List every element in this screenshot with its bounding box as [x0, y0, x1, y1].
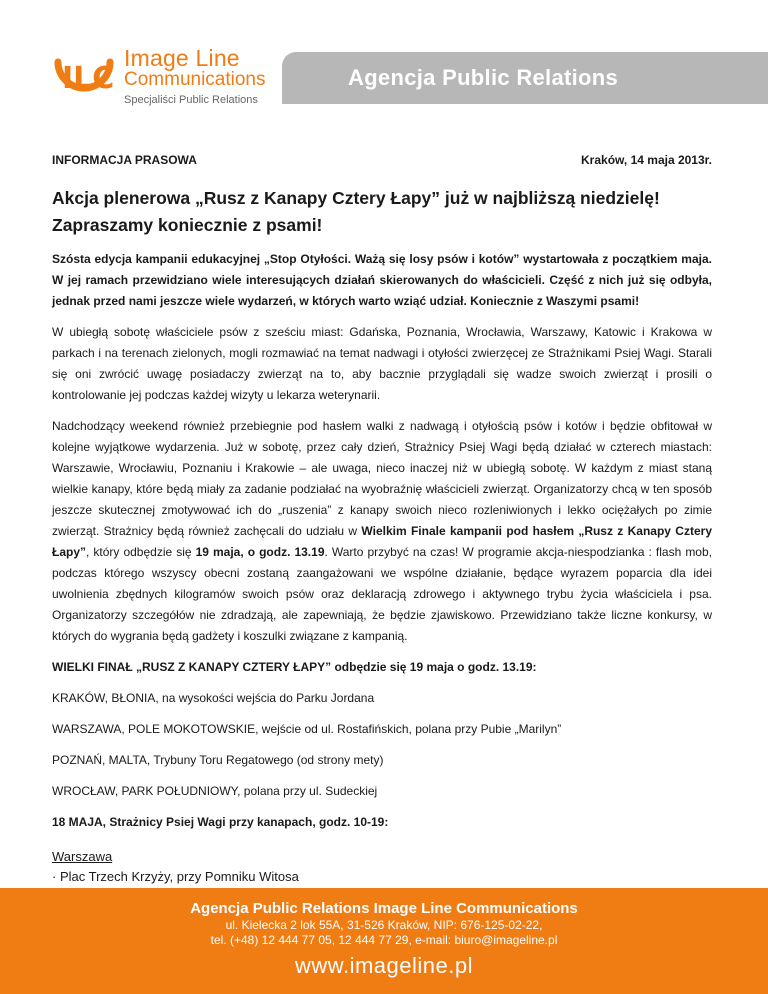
paragraph-1: W ubiegłą sobotę właściciele psów z sześciu miast: Gdańska, Poznania, Wrocławia, Warszawy, Katowic i Krakowa w parkach i na terenach zielonych, mogli rozmawiać na temat nadwagi i otyłości zwierzęcej ze Strażnikami Psiej Wagi. Starali się oni zwrócić uwagę posiadaczy zwierząt na to, aby bacznie przyglądali się wadze swoich zwierząt i prosili o kontrolowanie jej podczas każdej wizyty u lekarza weterynarii.: [52, 325, 712, 402]
svg-text:ILC: ILC: [62, 61, 115, 96]
footer-website-link[interactable]: www.imageline.pl: [295, 953, 473, 978]
footer-contact: tel. (+48) 12 444 77 05, 12 444 77 29, e-mail: biuro@imageline.pl: [210, 933, 558, 947]
press-release-body: [52, 150, 712, 887]
may-18-heading: 18 MAJA, Strażnicy Psiej Wagi przy kanapach, godz. 10-19:: [52, 815, 389, 829]
brand-tagline: Specjaliści Public Relations: [124, 94, 258, 106]
location-krakow: KRAKÓW, BŁONIA, na wysokości wejścia do Parku Jordana: [52, 691, 375, 705]
location-warszawa: WARSZAWA, POLE MOKOTOWSKIE, wejście od ul. Rostafińskich, polana przy Pubie „Marilyn”: [52, 722, 562, 736]
location-poznan: POZNAŃ, MALTA, Trybuny Toru Regatowego (od strony mety): [52, 753, 384, 767]
agency-banner: Agencja Public Relations: [282, 52, 768, 104]
lead-paragraph: Szósta edycja kampanii edukacyjnej „Stop Otyłości. Ważą się losy psów i kotów” wystartowała z początkiem maja. W jej ramach przewidziano wiele interesujących działań skierowanych do właścicieli. Część z nich już się odbyła, jednak przed nami jeszcze wiele wydarzeń, w których warto wziąć udział. Koniecznie z Waszymi psami!: [52, 252, 712, 308]
headline: [52, 185, 712, 239]
paragraph-2-bold-date: 19 maja, o godz. 13.19: [195, 545, 325, 559]
city-warszawa-location: · Plac Trzech Krzyży, przy Pomniku Witosa: [52, 869, 299, 884]
footer-address: ul. Kielecka 2 lok 55A, 31-526 Kraków, NIP: 676-125-02-22,: [225, 918, 543, 932]
brand-line-communications: Communications: [124, 69, 266, 90]
footer-company: Agencja Public Relations Image Line Communications: [190, 900, 578, 917]
paragraph-2: [52, 416, 712, 647]
city-warszawa: Warszawa: [52, 849, 113, 864]
headline-line-1: Akcja plenerowa „Rusz z Kanapy Cztery Łapy” już w najbliższą niedzielę!: [52, 188, 660, 208]
paragraph-2-part-3: . Warto przybyć na czas! W programie akcja-niespodzianka : flash mob, podczas którego wszyscy obecni zostaną zaangażowani we wspólne działanie, będące wyrazem poparcia dla idei uwolnienia zbędnych kilogramów swoich psów oraz deklaracją zdrowego i aktywnego trybu życia właściciela i psa. Organizatorzy szczegółów nie zdradzają, ale zapewniają, że będzie zjawiskowo. Przewidziano także liczne konkursy, w których do wygrania będą gadżety i koszulki związane z kampanią.: [52, 545, 712, 643]
paragraph-2-part-2: , który odbędzie się: [86, 545, 196, 559]
footer: [0, 888, 768, 994]
headline-line-2: Zapraszamy koniecznie z psami!: [52, 215, 323, 235]
paragraph-2-bold-finale: Wielkim Finale kampanii pod hasłem „Rusz z Kanapy Cztery Łapy”: [52, 524, 712, 559]
letterhead: [0, 0, 768, 140]
finale-heading: WIELKI FINAŁ „RUSZ Z KANAPY CZTERY ŁAPY” odbędzie się 19 maja o godz. 13.19:: [52, 660, 537, 674]
brand-name: [124, 46, 266, 108]
brand-line-image-line: Image Line: [124, 45, 240, 71]
location-wroclaw: WROCŁAW, PARK POŁUDNIOWY, polana przy ul. Sudeckiej: [52, 784, 378, 798]
ilc-logo-icon: [48, 44, 120, 106]
paragraph-2-part-1: Nadchodzący weekend również przebiegnie pod hasłem walki z nadwagą i otyłością psów i kotów i będzie obfitował w kolejne wyjątkowe wydarzenia. Już w sobotę, przez cały dzień, Strażnicy Psiej Wagi będą działać w czterech miastach: Warszawie, Wrocławiu, Poznaniu i Krakowie – ale uwaga, nieco inaczej niż w ubiegłą sobotę. W każdym z miast staną wielkie kanapy, które będą miały za zadanie podziałać na wyobraźnię właścicieli zwierząt. Organizatorzy chcą w ten sposób jeszcze skutecznej zmotywować ich do „ruszenia” z kanapy swoich nieco rozleniwionych i lekko ociężałych po zimie zwierząt. Strażnicy będą również zachęcali do udziału w: [52, 419, 712, 538]
meta-row: [52, 150, 712, 171]
release-date: Kraków, 14 maja 2013r.: [581, 153, 712, 167]
release-label: INFORMACJA PRASOWA: [52, 153, 197, 167]
